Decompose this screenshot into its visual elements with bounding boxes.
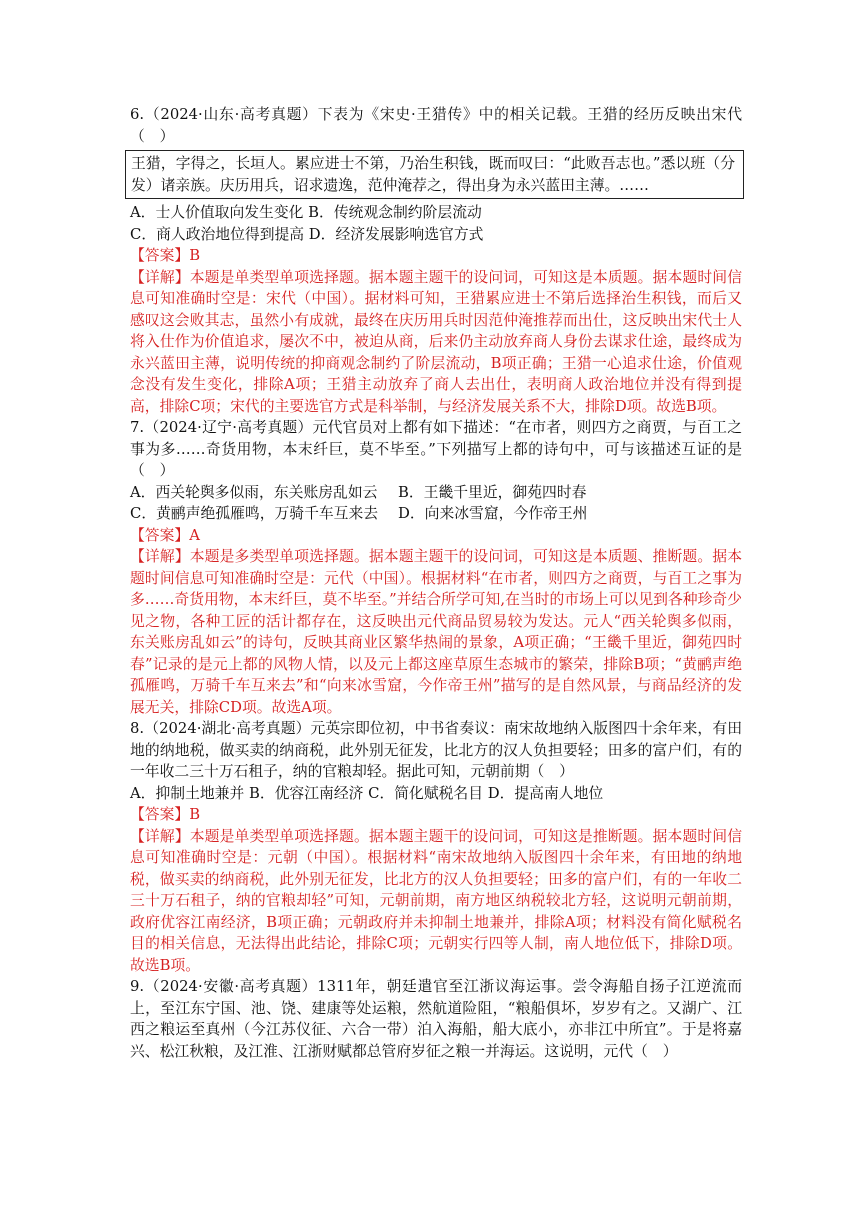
question-7-answer: 【答案】A [130, 526, 200, 544]
question-7-option-b: B．王畿千里近，御苑四时春 [398, 483, 587, 501]
question-6-options-line-1: A．士人价值取向发生变化 B．传统观念制约阶层流动 [130, 204, 482, 221]
question-6-stem: 6.（2024·山东·高考真题）下表为《宋史·王猎传》中的相关记载。王猎的经历反映出宋代（ ） [130, 106, 742, 145]
question-7-stem: 7.（2024·辽宁·高考真题）元代官员对上都有如下描述：“在市者，则四方之商贾，与百工之事为多……奇货用物，本末纤巨，莫不毕至。”下列描写上都的诗句中，可与该描述互证的是（ ） [130, 419, 742, 479]
question-8-options: A．抑制土地兼并 B．优容江南经济 C．简化赋税名目 D．提高南人地位 [130, 784, 604, 802]
question-7-option-c: C．黄鹂声绝孤雁鸣，万骑千车互来去 [130, 505, 379, 522]
question-6-answer: 【答案】B [130, 247, 201, 264]
question-8-answer: 【答案】B [130, 806, 201, 823]
question-7-options-row-2 [130, 503, 742, 525]
question-8-detail: 【详解】本题是单类型单项选择题。据本题主题干的设问词，可知这是推断题。据本题时间信息可知准确时空是：元朝（中国）。根据材料“南宋故地纳入版图四十余年来，有田地的纳地税，做买卖的纳商税，此外别无征发，比北方的汉人负担要轻；田多的富户们，有的一年收二三十万石租子，纳的官粮却轻”可知，元朝前期，南方地区纳税较北方轻，这说明元朝前期，政府优容江南经济，B项正确；元朝政府并未抑制土地兼并，排除A项；材料没有简化赋税名目的相关信息，无法得出此结论，排除C项；元朝实行四等人制，南人地位低下，排除D项。故选B项。 [130, 827, 742, 974]
document-content [130, 104, 742, 1062]
question-6-material: 王猎，字得之，长垣人。累应进士不第，乃治生积钱，既而叹曰：“此败吾志也。”悉以班（分发）诸亲族。庆历用兵，诏求遗逸，范仲淹荐之，得出身为永兴蓝田主薄。…… [131, 155, 735, 194]
question-8-stem: 8.（2024·湖北·高考真题）元英宗即位初，中书省奏议：南宋故地纳入版图四十余年来，有田地的纳地税，做买卖的纳商税，此外别无征发，比北方的汉人负担要轻；田多的富户们，有的一年收二三十万石租子，纳的官粮却轻。据此可知，元朝前期（ ） [130, 720, 742, 780]
question-7-options-row-1 [130, 482, 742, 504]
question-6-detail: 【详解】本题是单类型单项选择题。据本题主题干的设问词，可知这是本质题。据本题时间信息可知准确时空是：宋代（中国）。据材料可知，王猎累应进士不第后选择治生积钱，而后又感叹这会败其志，虽然小有成就，最终在庆历用兵时因范仲淹推荐而出仕，这反映出宋代士人将入仕作为价值追求，屡次不中，被迫从商，后来仍主动放弃商人身份去谋求仕途，最终成为永兴蓝田主薄，说明传统的抑商观念制约了阶层流动，B项正确；王猎一心追求仕途，价值观念没有发生变化，排除A项；王猎主动放弃了商人去出仕，表明商人政治地位并没有得到提高，排除C项；宋代的主要选官方式是科举制，与经济发展关系不大，排除D项。故选B项。 [130, 268, 742, 415]
question-9-stem: 9.（2024·安徽·高考真题）1311年，朝廷遣官至江浙议海运事。尝令海船自扬子江逆流而上，至江东宁国、池、饶、建康等处运粮，然航道险阻，“粮船俱坏，岁岁有之。又湖广、江西之粮运至真州（今江苏仪征、六合一带）泊入海船，船大底小，亦非江中所宜”。于是将嘉兴、松江秋粮，及江淮、江浙财赋都总管府岁征之粮一并海运。这说明，元代（ ） [130, 978, 742, 1060]
question-7-option-a: A．西关轮舆多似雨，东关账房乱如云 [130, 483, 378, 501]
question-7-detail: 【详解】本题是多类型单项选择题。据本题主题干的设问词，可知这是本质题、推断题。据本题时间信息可知准确时空是：元代（中国）。根据材料“在市者，则四方之商贾，与百工之事为多……奇货用物，本末纤巨，莫不毕至。”并结合所学可知,在当时的市场上可以见到各种珍奇少见之物，各种工匠的活计都存在，这反映出元代商品贸易较为发达。元人“西关轮舆多似雨，东关账房乱如云”的诗句，反映其商业区繁华热闹的景象，A项正确；“王畿千里近，御苑四时春”记录的是元上都的风物人情，以及元上都这座草原生态城市的繁荣，排除B项；“黄鹂声绝孤雁鸣，万骑千车互来去”和“向来冰雪窟，今作帝王州”描写的是自然风景，与商品经济的发展无关，排除CD项。故选A项。 [130, 548, 742, 716]
question-7-option-d: D．向来冰雪窟，今作帝王州 [398, 505, 588, 522]
question-6-options-line-2: C．商人政治地位得到提高 D．经济发展影响选官方式 [130, 225, 484, 243]
question-6-material-box [125, 150, 744, 199]
